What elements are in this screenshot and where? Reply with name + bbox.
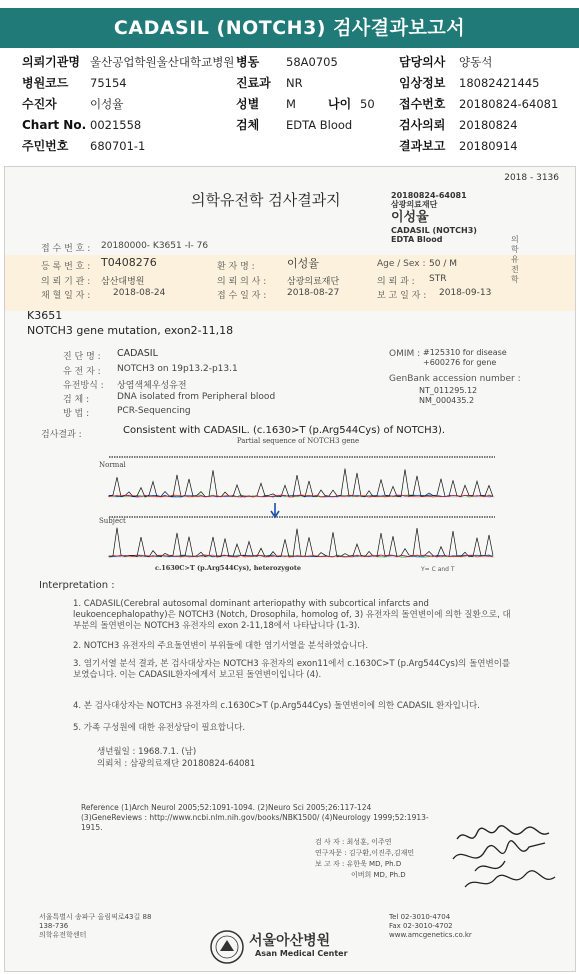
genbank-values xyxy=(419,386,477,406)
recv-label: 접 수 일 자 : xyxy=(217,291,267,301)
value-resident-no: 680701-1 xyxy=(90,139,146,153)
test-code: K3651 xyxy=(27,309,63,322)
interp-3: 3. 염기서열 분석 결과, 본 검사대상자는 NOTCH3 유전자의 exon11에서 c.1630C>T (p.Arg544Cys)의 돌연변이를 보였습니다. 이는 CADASIL환자에게서 보고된 돌연변이입니다 (4). xyxy=(73,659,511,680)
label-chart-no: Chart No. xyxy=(22,118,87,132)
result-label: 검사결과 : xyxy=(41,430,82,440)
report-value: 2018-09-13 xyxy=(439,288,492,298)
gene-value: NOTCH3 on 19p13.2-p13.1 xyxy=(117,364,238,374)
value-institution: 울산공업학원울산대학교병원 xyxy=(90,55,235,69)
label-report-date: 결과보고 xyxy=(399,139,446,153)
interp-1: 1. CADASIL(Cerebral autosomal dominant arteriopathy with subcortical infarcts and leukoencephalopathy)은 NOTCH3 (Notch, Drosophila, homolog of, 3) 유전자의 돌연변이에 의한 질환으로, 대부분의 돌연변이는 NOTCH3 유전자의 exon 2-11,18에서 나타납니다 (1-3). xyxy=(73,599,511,631)
address-line-3: 의학유전학센터 xyxy=(39,931,87,939)
dx-value: CADASIL xyxy=(117,348,158,359)
label-resident-no: 주민번호 xyxy=(22,139,69,153)
value-hospital-code: 75154 xyxy=(90,76,127,90)
staff-tester: 검 사 자 : 최성훈, 이주연 xyxy=(315,838,392,846)
side-vertical-text: 의학유전학 xyxy=(511,235,519,284)
chromatogram-note: Y= C and T xyxy=(421,566,455,573)
report-label: 보 고 일 자 : xyxy=(377,291,427,301)
sticker xyxy=(391,191,477,244)
value-age: 50 xyxy=(360,97,375,111)
scan-heading: 의학유전학 검사결과지 xyxy=(191,191,341,209)
value-physician: 양동석 xyxy=(459,55,493,69)
value-request-date: 20180824 xyxy=(459,118,518,132)
genbank-label: GenBank accession number : xyxy=(389,374,521,384)
address xyxy=(39,913,151,940)
staff-reporter-2: 이버희 MD, Ph.D xyxy=(351,871,406,879)
omim-values xyxy=(423,348,507,368)
value-department: NR xyxy=(286,76,303,90)
gene-label: 유 전 자 : xyxy=(63,367,101,377)
hospital-name-en: Asan Medical Center xyxy=(255,949,348,958)
hospital-name-ko: 서울아산병원 xyxy=(249,933,331,949)
receipt-value: 20180000- K3651 -I- 76 xyxy=(101,241,209,251)
result-value: Consistent with CADASIL. (c.1630>T (p.Arg544Cys) of NOTCH3). xyxy=(123,425,446,436)
signature xyxy=(445,817,565,897)
info-right xyxy=(399,52,558,157)
requester: 의뢰처 : 삼광의료재단 20180824-64081 xyxy=(97,759,256,769)
subject-trace-2 xyxy=(109,528,493,557)
label-institution: 의뢰기관명 xyxy=(22,55,80,69)
value-patient: 이성율 xyxy=(90,97,124,111)
dept-value: STR xyxy=(429,274,447,284)
agesex-label: Age / Sex : xyxy=(377,259,426,269)
label-normal: Normal xyxy=(99,461,126,469)
fax: Fax 02-3010-4702 xyxy=(389,922,453,930)
label-subject: Subject xyxy=(99,517,126,525)
report-title: CADASIL (NOTCH3) 검사결과보고서 xyxy=(0,8,579,48)
recv-value: 2018-08-27 xyxy=(287,288,340,298)
label-specimen: 검체 xyxy=(236,118,260,132)
collect-value: 2018-08-24 xyxy=(113,288,166,298)
staff-list xyxy=(315,837,414,881)
sticker-lab: 삼광의료재단 xyxy=(391,200,438,209)
reference: Reference (1)Arch Neurol 2005;52:1091-1094. (2)Neuro Sci 2005;26:117-124 (3)GeneReviews : http://www.ncbi.nlm.nih.gov/books/NBK1500/ (4)Neurology 1999;52:1913-1915. xyxy=(81,803,429,832)
label-request-date: 검사의뢰 xyxy=(399,118,446,132)
value-specimen: EDTA Blood xyxy=(286,118,353,132)
inherit-value: 상염색체우성유전 xyxy=(117,381,187,391)
receipt-label: 접 수 번 호 : xyxy=(41,244,91,254)
value-ward: 58A0705 xyxy=(286,55,338,69)
sticker-test: CADASIL (NOTCH3) xyxy=(391,226,477,235)
value-receipt-no: 20180824-64081 xyxy=(459,97,559,111)
label-hospital-code: 병원코드 xyxy=(22,76,69,90)
reg-value: T0408276 xyxy=(101,256,157,269)
value-sex: M xyxy=(286,97,296,111)
staff-advisor: 연구자문 : 김구환,이진주,김재민 xyxy=(315,849,415,857)
interp-2: 2. NOTCH3 유전자의 주요돌연변이 부위들에 대한 염기서열을 분석하였습니다. xyxy=(73,641,369,651)
method-value: PCR-Sequencing xyxy=(117,406,191,416)
value-chart-no: 0021558 xyxy=(90,118,142,132)
chromatogram-traces xyxy=(99,445,497,565)
inherit-label: 유전방식 : xyxy=(63,381,104,391)
collect-label: 채 혈 일 자 : xyxy=(41,291,91,301)
scanned-result-sheet xyxy=(4,166,576,972)
website: www.amcgenetics.co.kr xyxy=(389,931,472,939)
asan-foundation-emblem-icon xyxy=(209,929,245,965)
staff-reporter: 보 고 자 : 유한욱 MD, Ph.D xyxy=(315,860,402,868)
interp-5: 5. 가족 구성원에 대한 유전상담이 필요합니다. xyxy=(73,723,246,733)
info-left xyxy=(22,52,234,157)
test-name: NOTCH3 gene mutation, exon2-11,18 xyxy=(27,324,234,337)
label-age: 나이 xyxy=(328,97,352,111)
genbank-nm: NM_000435.2 xyxy=(419,396,475,405)
label-sex: 성별 xyxy=(236,97,260,111)
label-physician: 담당의사 xyxy=(399,55,446,69)
doctor-label: 의 뢰 의 사 : xyxy=(217,277,267,287)
omim-gene: +600276 for gene xyxy=(423,358,497,367)
specimen-value: DNA isolated from Peripheral blood xyxy=(117,392,276,402)
institution-label: 의 뢰 기 관 : xyxy=(41,277,91,287)
agesex-value: 50 / M xyxy=(429,259,457,269)
doc-number: 2018 - 3136 xyxy=(504,173,559,183)
label-receipt-no: 접수번호 xyxy=(399,97,446,111)
label-ward: 병동 xyxy=(236,55,260,69)
interp-4: 4. 본 검사대상자는 NOTCH3 유전자의 c.1630C>T (p.Arg544Cys) 돌연변이에 의한 CADASIL 환자입니다. xyxy=(73,701,480,711)
patient-value: 이성율 xyxy=(287,257,319,270)
sticker-receipt: 20180824-64081 xyxy=(391,191,467,200)
method-label: 방 법 : xyxy=(63,409,90,419)
reg-label: 등 록 번 호 : xyxy=(41,262,91,272)
doctor-value: 삼광의료재단 xyxy=(287,277,340,287)
patient-label: 환 자 명 : xyxy=(217,262,255,272)
birth-date: 생년월일 : 1968.7.1. (남) xyxy=(97,747,197,757)
omim-label: OMIM : xyxy=(389,349,421,359)
sticker-specimen: EDTA Blood xyxy=(391,235,443,244)
tel: Tel 02-3010-4704 xyxy=(389,913,451,921)
mutation-arrow-icon xyxy=(271,503,279,517)
label-patient: 수진자 xyxy=(22,97,57,111)
genbank-nt: NT_011295.12 xyxy=(419,386,478,395)
interp-title: Interpretation : xyxy=(39,580,115,591)
chromatogram-caption: c.1630C>T (p.Arg544Cys), heterozygote xyxy=(155,564,301,572)
dx-label: 진 단 명 : xyxy=(63,352,101,362)
address-line-1: 서울특별시 송파구 올림픽로43길 88 xyxy=(39,913,152,921)
value-report-date: 20180914 xyxy=(459,139,518,153)
normal-trace-2 xyxy=(109,469,493,497)
omim-disease: #125310 for disease xyxy=(423,348,507,357)
label-clinical-info: 임상정보 xyxy=(399,76,446,90)
sticker-name: 이성율 xyxy=(391,210,429,225)
chromatogram-title: Partial sequence of NOTCH3 gene xyxy=(236,437,360,445)
value-clinical-info: 18082421445 xyxy=(459,76,540,90)
label-department: 진료과 xyxy=(236,76,271,90)
address-line-2: 138-736 xyxy=(39,922,69,930)
chromatogram xyxy=(99,437,497,573)
contact xyxy=(389,913,472,940)
dept-label: 의 뢰 과 : xyxy=(377,277,415,287)
institution-value: 삼산대병원 xyxy=(101,277,145,287)
specimen-label: 검 체 : xyxy=(63,395,90,405)
info-middle xyxy=(236,52,375,136)
